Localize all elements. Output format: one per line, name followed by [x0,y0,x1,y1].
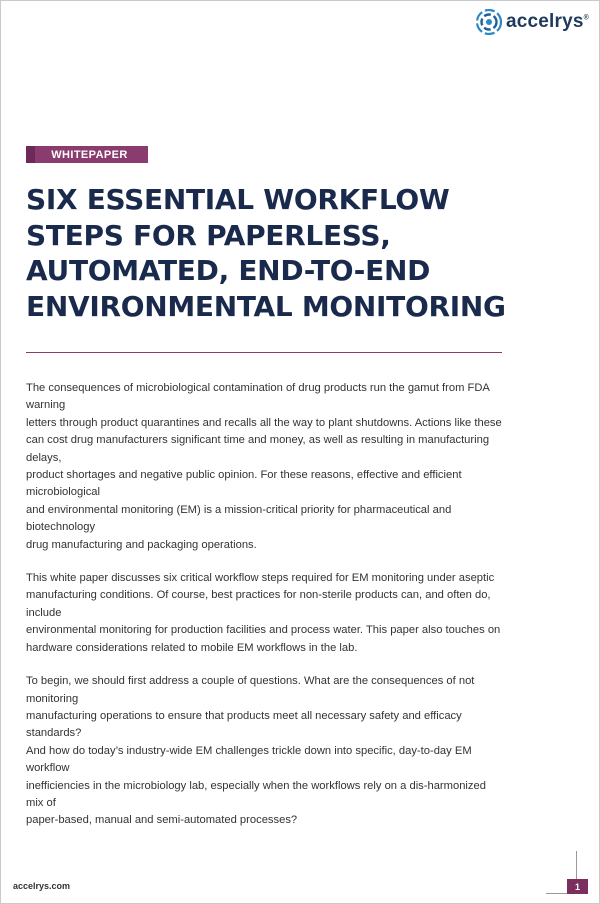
page-number-badge: 1 [567,879,588,894]
body-paragraph: This white paper discusses six critical workflow steps required for EM monitoring under aseptic manufacturing conditions. Of course, best practices for non-sterile products can, and often do, include environmental monitoring for production facilities and process water. This paper also touches on hardware considerations related to mobile EM workflows in the lab. [26,572,501,654]
accelrys-logo[interactable] [476,9,589,35]
swirl-logo-icon [476,9,502,35]
body-paragraph: To begin, we should first address a couple of questions. What are the consequences of not monitoring manufacturing operations to ensure that products meet all necessary safety and efficacy standards? And how do today’s industry-wide EM challenges trickle down into specific, day-to-day EM workflow inefficiencies in the microbiology lab, especially when the workflows rely on a dis-harmonized mix of paper-based, manual and semi-automated processes? [26,675,486,827]
logo-wordmark: accelrys® [505,11,589,32]
body-text [26,380,506,846]
tag-label: WHITEPAPER [35,146,148,163]
title-line: ENVIRONMENTAL MONITORING [26,289,506,323]
title-divider [26,352,502,353]
body-paragraph: The consequences of microbiological contamination of drug products run the gamut from FDA warning letters through product quarantines and recalls all the way to plant shutdowns. Actions like these can cost drug manufacturers significant time and money, as well as resulting in manufacturing delays, product shortages and negative public opinion. For these reasons, effective and efficient microbiological and environmental monitoring (EM) is a mission-critical priority for pharmaceutical and biotechnology drug manufacturing and packaging operations. [26,382,502,551]
tag-accent-bar [26,146,35,163]
whitepaper-tag [26,146,148,163]
title-line: SIX ESSENTIAL WORKFLOW [26,183,450,216]
document-title [26,182,526,324]
footer-url-link[interactable]: accelrys.com [13,881,71,891]
title-line: STEPS FOR PAPERLESS, [26,218,391,252]
title-line: AUTOMATED, END-TO-END [26,254,431,287]
